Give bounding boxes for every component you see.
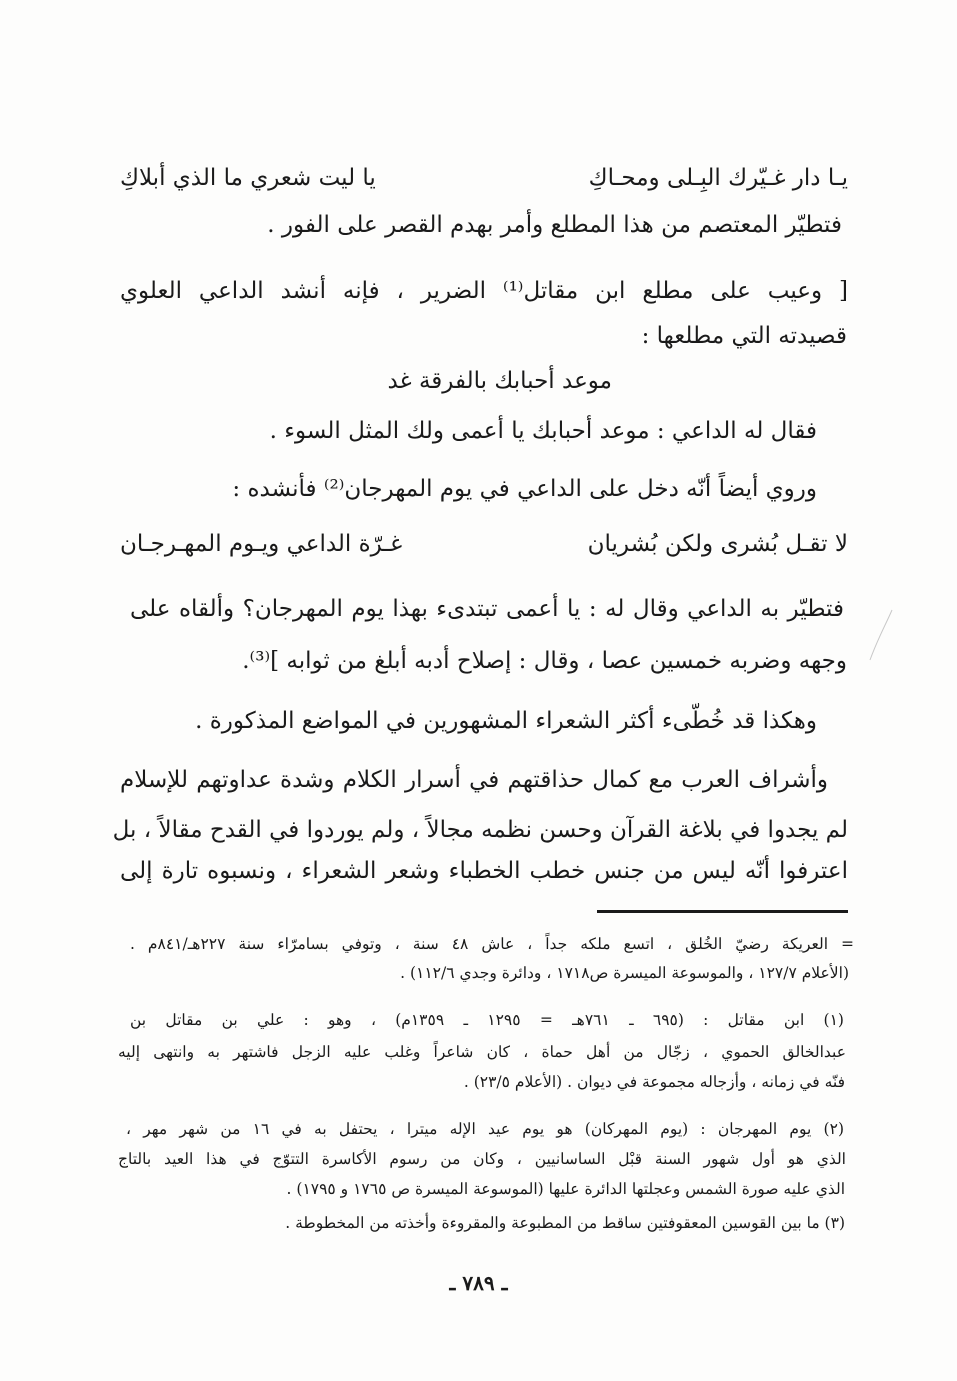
footnote-separator	[597, 910, 848, 913]
footnote-line: (٢) يوم المهرجان : (يوم المهركان) هو يوم عيد الإله ميترا ، يحتفل به في ١٦ من شهر مهر ،	[126, 1120, 844, 1138]
paragraph-line: فتطيّر المعتصم من هذا المطلع وأمر بهدم القصر على الفور .	[267, 212, 842, 238]
verse-hemistich-left: يا ليت شعري ما الذي أبلاكِ	[120, 165, 376, 191]
footnote-line: = العريكة رضيّ الخُلق ، اتسع ملكه جداً ، عاش ٤٨ سنة ، وتوفي بسامرّاء سنة ٢٢٧هـ/٨٤١م .	[130, 935, 854, 953]
verse-line-1	[120, 163, 848, 193]
footnote-line: الذي عليه صورة الشمس وعجلتها الدائرة عليها (الموسوعة الميسرة ص ١٧٦٥ و ١٧٩٥) .	[286, 1180, 845, 1198]
paragraph-line: لم يجدوا في بلاغة القرآن وحسن نظمه مجالاً ، ولم يوردوا في القدح مقالاً ، بل	[112, 817, 848, 843]
paragraph-line: قصيدته التي مطلعها :	[641, 323, 847, 349]
paragraph-line: وجهه وضربه خمسين عصا ، وقال : إصلاح أدبه أبلغ من ثوابه ]⁽³⁾.	[242, 648, 847, 674]
paragraph-line: وروي أيضاً أنّه دخل على الداعي في يوم المهرجان⁽²⁾ فأنشده :	[232, 476, 817, 502]
verse-hemistich-left: غـرّة الداعي ويـوم المهـرجـان	[120, 531, 403, 557]
paragraph-line: اعترفوا أنّه ليس من جنس خطب الخطباء وشعر الشعراء ، ونسبوه تارة إلى	[120, 858, 848, 884]
paragraph-line: [ وعيب على مطلع ابن مقاتل⁽¹⁾ الضرير ، فإنه أنشد الداعي العلوي	[120, 278, 848, 304]
verse-line-2	[120, 529, 848, 559]
paragraph-line: وأشراف العرب مع كمال حذاقتهم في أسرار الكلام وشدة عداوتهم للإسلام	[120, 767, 828, 793]
paragraph-line: فتطيّر به الداعي وقال له : يا أعمى تبتدىء بهذا يوم المهرجان؟ وألقاه على	[130, 596, 844, 622]
paragraph-line: فقال له الداعي : موعد أحبابك يا أعمى ولك المثل السوء .	[269, 418, 817, 444]
page-number: ـ ٧٨٩ ـ	[449, 1271, 508, 1295]
verse-half-line: موعد أحبابك بالفرقة غد	[387, 368, 612, 394]
verse-hemistich-right: لا تقـل بُشرى ولكن بُشريان	[587, 531, 848, 557]
footnote-line: (١) ابن مقاتل : (٦٩٥ ـ ٧٦١هـ = ١٢٩٥ ـ ١٣٥٩م) ، وهو : علي بن مقاتل بن	[130, 1011, 844, 1029]
footnote-line: عبدالخالق الحموي ، زجّال من أهل حماة ، كان شاعراً وغلب عليه الزجل فاشتهر به وانتهى إليه	[118, 1043, 846, 1061]
paragraph-line: وهكذا قد خُطّىء أكثر الشعراء المشهورين في المواضع المذكورة .	[195, 708, 817, 734]
verse-hemistich-right: يـا دار غـيّرك البِـلى ومحـاكِ	[588, 165, 848, 191]
footnote-line: (٣) ما بين القوسين المعقوفتين ساقط من المطبوعة والمقروءة وأخذته من المخطوطة .	[285, 1214, 845, 1232]
footnote-line: الذي هو أول شهور السنة قبْل الساسانيين ، وكان من رسوم الأكاسرة التتوّج في هذا العيد بالتاج	[118, 1150, 846, 1168]
footnote-line: فنّه في زمانه ، وأزجاله مجموعة في ديوان . (الأعلام ٢٣/٥) .	[463, 1073, 845, 1091]
margin-scan-mark	[868, 608, 894, 664]
footnote-line: (الأعلام ١٢٧/٧ ، والموسوعة الميسرة ص١٧١٨ ، ودائرة وجدي ١١٢/٦) .	[400, 964, 849, 982]
